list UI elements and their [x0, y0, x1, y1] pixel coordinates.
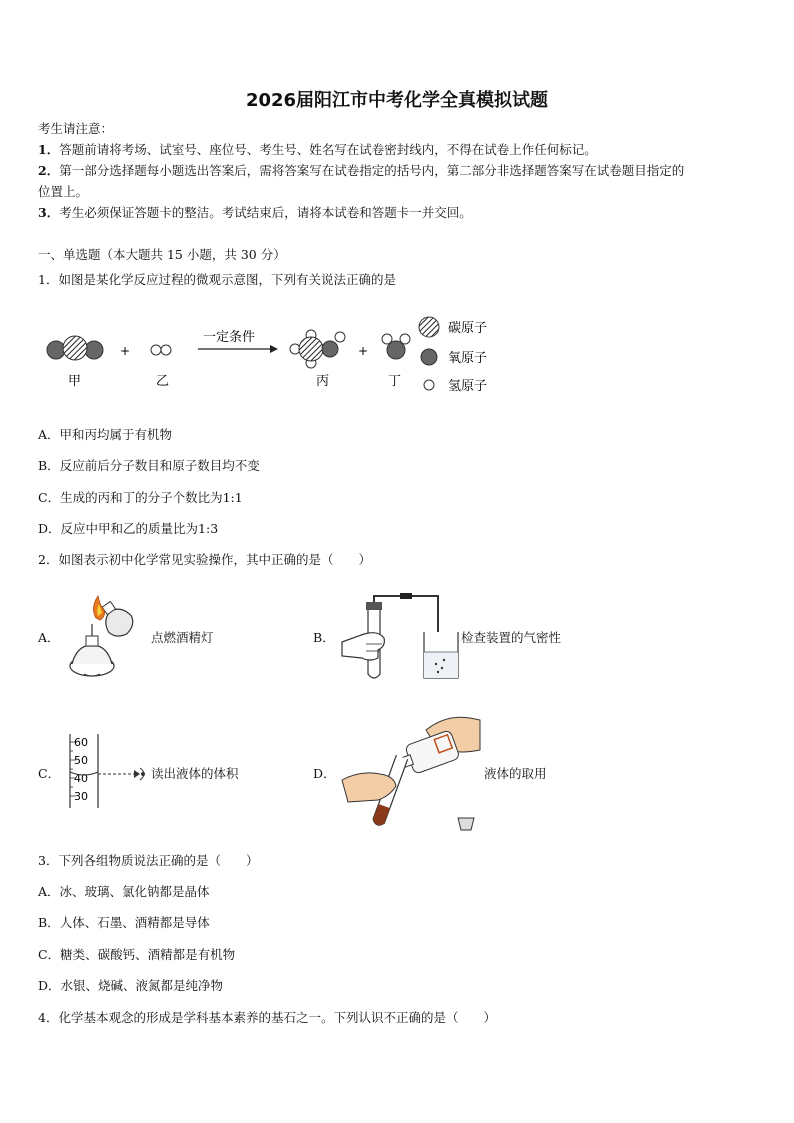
- scale-40: 40: [74, 772, 88, 785]
- notice-item-num: 2．: [38, 163, 60, 178]
- liquid-pouring-illustration: [340, 710, 482, 838]
- legend-hydrogen: 氢原子: [448, 379, 488, 394]
- section-heading: 一、单选题（本大题共 15 小题，共 30 分）: [38, 247, 286, 262]
- q1-stem: 1．如图是某化学反应过程的微观示意图，下列有关说法正确的是: [38, 272, 396, 287]
- legend-oxygen: 氧原子: [448, 351, 488, 366]
- q3-option-c: [38, 946, 235, 964]
- eye-icon: [141, 772, 145, 776]
- notice-item-1: [38, 141, 597, 159]
- notice-item-2: [38, 162, 684, 180]
- scale-50: 50: [74, 754, 88, 767]
- q2-option-a-caption: 点燃酒精灯: [151, 630, 214, 645]
- reaction-condition: 一定条件: [203, 330, 256, 345]
- q4-stem: 4．化学基本观念的形成是学科基本素养的基石之一。下列认识不正确的是（ ）: [38, 1010, 496, 1025]
- option-letter: A．: [38, 427, 60, 442]
- option-text: 人体、石墨、酒精都是导体: [59, 915, 210, 930]
- option-letter: A．: [38, 884, 60, 899]
- plus-sign: +: [358, 344, 369, 358]
- label-jia: 甲: [68, 374, 82, 389]
- q2-option-b-caption: 检查装置的气密性: [461, 630, 562, 645]
- option-letter: B．: [38, 458, 60, 473]
- label-ding: 丁: [388, 374, 402, 389]
- option-letter: D．: [38, 521, 61, 536]
- option-letter: D．: [38, 978, 61, 993]
- notice-item-num: 1．: [38, 142, 60, 157]
- q1-reaction-diagram: [38, 305, 508, 405]
- q3-stem: 3．下列各组物质说法正确的是（ ）: [38, 853, 259, 868]
- legend-hydrogen-icon: [424, 380, 434, 390]
- legend-carbon-icon: [419, 317, 439, 337]
- q3-option-b: [38, 914, 210, 932]
- q3-option-a: [38, 883, 210, 901]
- option-letter: C．: [38, 947, 61, 962]
- notice-item-text: 答题前请将考场、试室号、座位号、考生号、姓名写在试卷密封线内，不得在试卷上作任何标记。: [59, 142, 597, 157]
- option-text: 反应中甲和乙的质量比为1:3: [60, 521, 219, 536]
- option-text: 糖类、碳酸钙、酒精都是有机物: [60, 947, 236, 962]
- q2-option-d-letter: D．: [313, 766, 336, 781]
- scale-30: 30: [74, 790, 88, 803]
- q2-option-d-caption: 液体的取用: [484, 766, 547, 781]
- alcohol-lamp-illustration: [62, 594, 150, 686]
- q1-option-c: [38, 489, 243, 507]
- option-letter: C．: [38, 490, 61, 505]
- option-text: 冰、玻璃、氯化钠都是晶体: [59, 884, 210, 899]
- label-bing: 丙: [316, 374, 330, 389]
- option-text: 甲和丙均属于有机物: [59, 427, 173, 442]
- q1-option-d: [38, 520, 218, 538]
- q1-option-b: [38, 457, 260, 475]
- q2-option-a-letter: A．: [38, 630, 60, 645]
- q3-option-d: [38, 977, 223, 995]
- legend-oxygen-icon: [421, 349, 437, 365]
- notice-item-text: 考生必须保证答题卡的整洁。考试结束后，请将本试卷和答题卡一并交回。: [59, 205, 472, 220]
- plus-sign: +: [120, 344, 131, 358]
- notice-heading: 考生请注意：: [38, 121, 114, 136]
- molecule-yi: [151, 345, 171, 355]
- q1-option-a: [38, 426, 172, 444]
- notice-item-3: [38, 204, 472, 222]
- arrow-head: [270, 345, 278, 353]
- label-yi: 乙: [156, 374, 170, 389]
- molecule-jia: [47, 336, 103, 360]
- option-text: 水银、烧碱、液氮都是纯净物: [60, 978, 224, 993]
- notice-item-text: 第一部分选择题每小题选出答案后，需将答案写在试卷指定的括号内，第二部分非选择题答案写在试卷题目指定的: [59, 163, 685, 178]
- molecule-bing: [290, 330, 345, 368]
- molecule-ding: [382, 334, 410, 359]
- q2-option-c-caption: 读出液体的体积: [151, 766, 239, 781]
- graduated-cylinder-illustration: [64, 730, 150, 810]
- notice-item-num: 3．: [38, 205, 60, 220]
- legend-carbon: 碳原子: [448, 321, 488, 336]
- stopper-icon: [458, 818, 474, 830]
- q2-option-b-letter: B．: [313, 630, 335, 645]
- scale-60: 60: [74, 736, 88, 749]
- option-text: 生成的丙和丁的分子个数比为1:1: [60, 490, 243, 505]
- page-title: 2026届阳江市中考化学全真模拟试题: [245, 90, 549, 111]
- q2-option-c-letter: C．: [38, 766, 61, 781]
- notice-item-text: 位置上。: [38, 184, 89, 199]
- airtightness-check-illustration: [338, 588, 462, 684]
- notice-item-2-cont: [38, 183, 88, 201]
- q2-stem: 2．如图表示初中化学常见实验操作，其中正确的是（ ）: [38, 552, 371, 567]
- option-letter: B．: [38, 915, 60, 930]
- option-text: 反应前后分子数目和原子数目均不变: [59, 458, 260, 473]
